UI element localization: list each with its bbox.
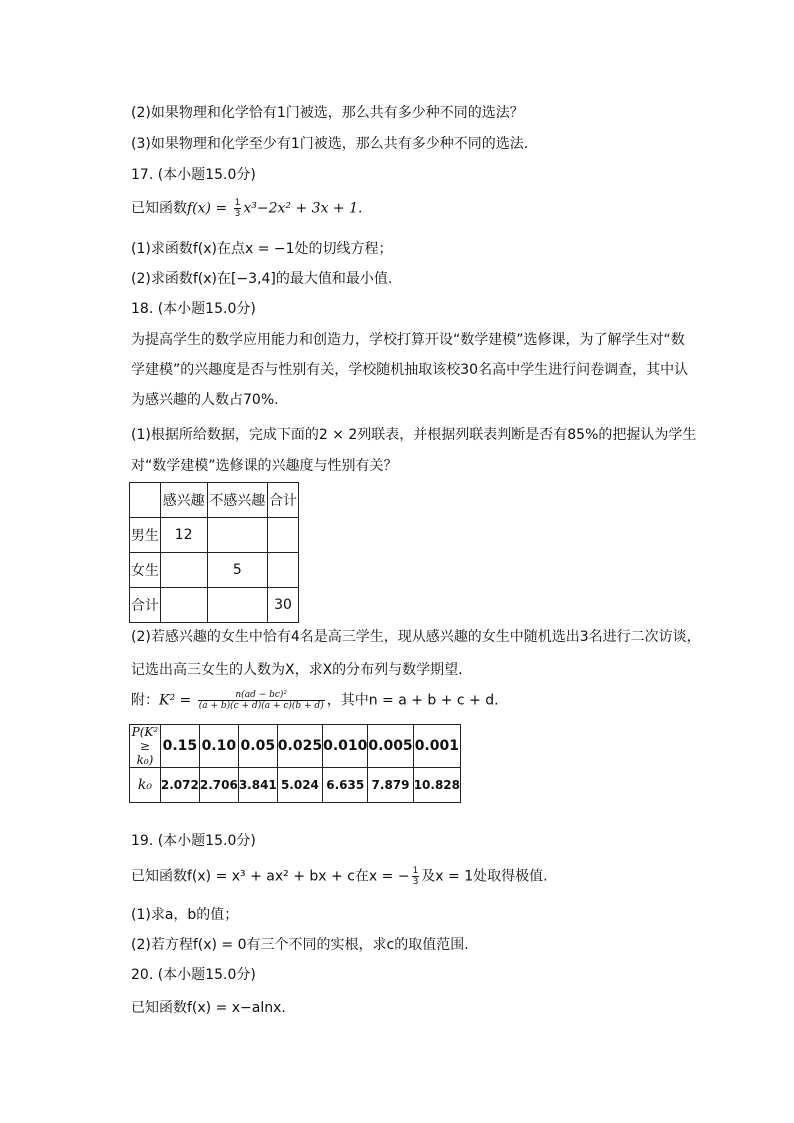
table-cell: 0.05	[238, 725, 277, 768]
table-cell: 0.001	[413, 725, 460, 768]
critical-values-table	[129, 724, 461, 803]
table-cell: 0.025	[277, 725, 322, 768]
table-cell: 女生	[130, 553, 161, 588]
q19-heading: 19. (本小题15.0分)	[131, 833, 256, 849]
table-cell	[160, 588, 207, 623]
q16-part2: (2)如果物理和化学恰有1门被选，那么共有多少种不同的选法？	[131, 105, 524, 121]
table-cell: 男生	[130, 518, 161, 553]
q19-fraction-num: 1	[412, 866, 419, 876]
table-cell: 0.005	[368, 725, 413, 768]
table-cell: 合计	[130, 588, 161, 623]
q17-fraction-num: 1	[234, 198, 241, 208]
q17-fraction-den: 3	[234, 209, 241, 219]
q18-heading: 18. (本小题15.0分)	[131, 301, 256, 317]
q19-stem-post: 及x = 1处取得极值.	[421, 868, 548, 885]
appendix-label: 附：	[131, 692, 159, 709]
table-cell: 不感兴趣	[207, 483, 268, 518]
table-row	[130, 768, 461, 803]
table-cell	[207, 588, 268, 623]
table-cell: 7.879	[368, 768, 413, 803]
table-row	[130, 483, 299, 518]
table-cell	[268, 553, 299, 588]
appendix-fraction-den: (a + b)(c + d)(a + c)(b + d)	[198, 701, 324, 711]
q17-stem-post: x³−2x² + 3x + 1.	[243, 200, 363, 217]
appendix-fraction-num: n(ad − bc)²	[198, 690, 325, 701]
table-cell: 2.072	[160, 768, 199, 803]
table-row	[130, 553, 299, 588]
q20-stem: 已知函数f(x) = x−alnx.	[131, 1000, 286, 1016]
q19-part2: (2)若方程f(x) = 0有三个不同的实根，求c的取值范围.	[131, 937, 469, 953]
table-cell	[207, 518, 268, 553]
q18-part1-line1: (1)根据所给数据，完成下面的2 × 2列联表，并根据列联表判断是否有85%的把握认为学生	[131, 427, 697, 443]
q19-fraction	[412, 866, 420, 887]
contingency-table	[129, 482, 299, 623]
table-cell: 0.010	[323, 725, 368, 768]
q17-heading: 17. (本小题15.0分)	[131, 167, 256, 183]
appendix-k: K² =	[159, 692, 196, 709]
table-cell: 10.828	[413, 768, 460, 803]
q16-part3: (3)如果物理和化学至少有1门被选，那么共有多少种不同的选法.	[131, 136, 529, 152]
q17-stem-f: f(x) =	[187, 200, 232, 217]
table-cell: 感兴趣	[160, 483, 207, 518]
q17-stem-pre: 已知函数	[131, 200, 187, 217]
table-cell: 0.10	[199, 725, 238, 768]
appendix-post: ，其中n = a + b + c + d.	[326, 692, 499, 709]
table-cell: 5.024	[277, 768, 322, 803]
table-row	[130, 725, 461, 768]
q19-part1: (1)求a，b的值；	[131, 907, 239, 923]
q17-part1: (1)求函数f(x)在点x = −1处的切线方程；	[131, 241, 393, 257]
q19-stem-pre: 已知函数f(x) = x³ + ax² + bx + c在x = −	[131, 868, 410, 885]
appendix-fraction	[198, 690, 325, 711]
table-cell: 30	[268, 588, 299, 623]
q19-stem	[131, 866, 548, 887]
table-cell: k₀	[130, 768, 161, 803]
table-cell: 3.841	[238, 768, 277, 803]
table-cell: 合计	[268, 483, 299, 518]
table-cell	[160, 553, 207, 588]
q18-part2-line2: 记选出高三女生的人数为X，求X的分布列与数学期望.	[131, 662, 463, 678]
q18-part1-line2: 对“数学建模”选修课的兴趣度与性别有关？	[131, 458, 398, 474]
q17-stem	[131, 198, 362, 219]
appendix-formula	[131, 690, 499, 711]
q17-fraction	[234, 198, 242, 219]
table-cell	[130, 483, 161, 518]
table-cell: 2.706	[199, 768, 238, 803]
table-row	[130, 588, 299, 623]
q20-heading: 20. (本小题15.0分)	[131, 967, 256, 983]
table-cell	[268, 518, 299, 553]
table-cell: 12	[160, 518, 207, 553]
table-cell: 5	[207, 553, 268, 588]
table-cell: P(K² ≥ k₀)	[130, 725, 161, 768]
q18-stem: 为提高学生的数学应用能力和创造力，学校打算开设“数学建模”选修课，为了解学生对“数学建模”的兴趣度是否与性别有关，学校随机抽取该校30名高中学生进行问卷调查，其中认为感兴趣的人数占70%.	[131, 332, 689, 408]
q19-fraction-den: 3	[412, 877, 419, 887]
table-row	[130, 518, 299, 553]
table-cell: 0.15	[160, 725, 199, 768]
table-cell: 6.635	[323, 768, 368, 803]
q18-part2-line1: (2)若感兴趣的女生中恰有4名是高三学生，现从感兴趣的女生中随机选出3名进行二次访谈，	[131, 629, 701, 645]
q17-part2: (2)求函数f(x)在[−3,4]的最大值和最小值.	[131, 271, 393, 287]
